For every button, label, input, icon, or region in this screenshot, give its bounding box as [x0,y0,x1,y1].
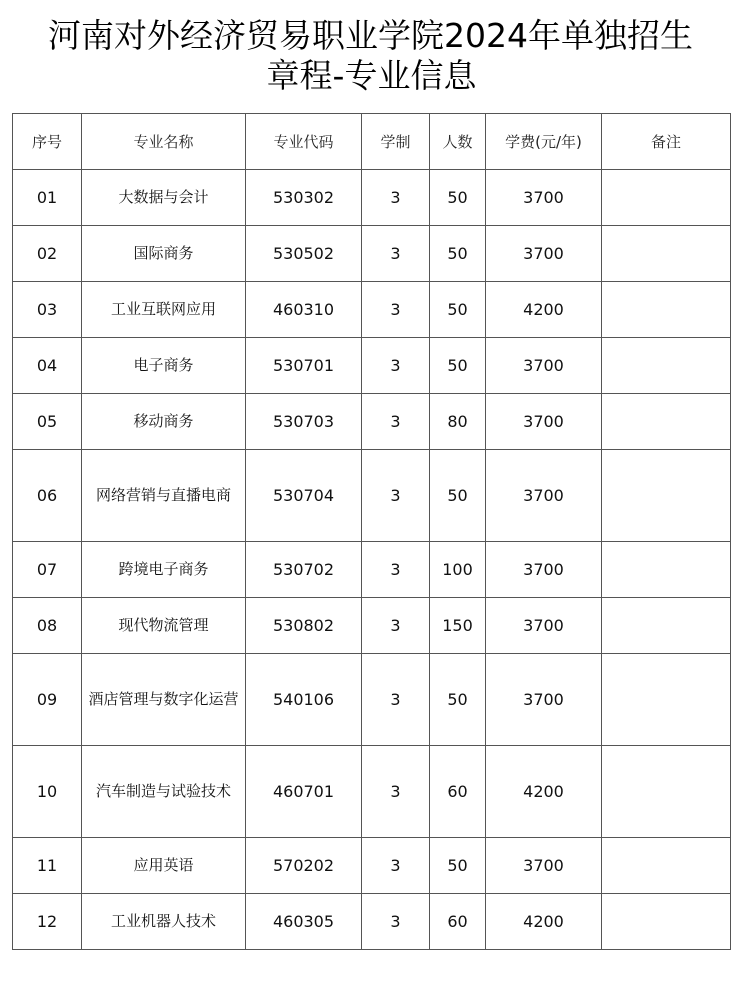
cell-fee: 3700 [486,394,602,450]
table-header-row [13,114,731,170]
cell-code: 530704 [246,450,362,542]
cell-count: 50 [430,654,486,746]
table-row [13,170,731,226]
cell-name: 网络营销与直播电商 [82,450,246,542]
header-count: 人数 [430,114,486,170]
header-name: 专业名称 [82,114,246,170]
cell-name: 酒店管理与数字化运营 [82,654,246,746]
cell-fee: 3700 [486,450,602,542]
cell-note [602,746,731,838]
header-seq: 序号 [13,114,82,170]
cell-years: 3 [362,598,430,654]
cell-code: 540106 [246,654,362,746]
cell-years: 3 [362,226,430,282]
cell-count: 50 [430,338,486,394]
cell-seq: 06 [13,450,82,542]
header-note: 备注 [602,114,731,170]
cell-note [602,394,731,450]
cell-name: 电子商务 [82,338,246,394]
cell-note [602,598,731,654]
cell-count: 80 [430,394,486,450]
cell-code: 570202 [246,838,362,894]
cell-code: 460310 [246,282,362,338]
cell-seq: 11 [13,838,82,894]
cell-fee: 4200 [486,746,602,838]
cell-note [602,894,731,950]
cell-count: 50 [430,282,486,338]
cell-fee: 3700 [486,598,602,654]
cell-name: 国际商务 [82,226,246,282]
cell-seq: 08 [13,598,82,654]
cell-code: 530502 [246,226,362,282]
cell-count: 50 [430,170,486,226]
cell-note [602,654,731,746]
cell-count: 50 [430,450,486,542]
cell-fee: 3700 [486,226,602,282]
cell-name: 移动商务 [82,394,246,450]
cell-years: 3 [362,394,430,450]
cell-note [602,282,731,338]
header-fee: 学费(元/年) [486,114,602,170]
cell-note [602,338,731,394]
cell-count: 60 [430,894,486,950]
table-row [13,598,731,654]
cell-name: 工业互联网应用 [82,282,246,338]
cell-code: 530802 [246,598,362,654]
cell-seq: 04 [13,338,82,394]
header-code: 专业代码 [246,114,362,170]
table-row [13,654,731,746]
cell-years: 3 [362,894,430,950]
cell-name: 现代物流管理 [82,598,246,654]
cell-count: 50 [430,838,486,894]
cell-fee: 4200 [486,894,602,950]
cell-fee: 3700 [486,338,602,394]
cell-name: 汽车制造与试验技术 [82,746,246,838]
table-row [13,394,731,450]
cell-seq: 07 [13,542,82,598]
cell-years: 3 [362,542,430,598]
cell-code: 530703 [246,394,362,450]
cell-years: 3 [362,654,430,746]
cell-count: 100 [430,542,486,598]
cell-count: 60 [430,746,486,838]
cell-seq: 05 [13,394,82,450]
cell-years: 3 [362,838,430,894]
cell-note [602,226,731,282]
cell-code: 530302 [246,170,362,226]
cell-code: 530702 [246,542,362,598]
table-row [13,542,731,598]
page-title [0,16,741,96]
cell-name: 大数据与会计 [82,170,246,226]
page-title-line-2: 章程-专业信息 [266,56,477,95]
cell-seq: 03 [13,282,82,338]
cell-count: 150 [430,598,486,654]
table-row [13,746,731,838]
cell-seq: 02 [13,226,82,282]
cell-years: 3 [362,338,430,394]
cell-fee: 3700 [486,838,602,894]
table-row [13,450,731,542]
cell-years: 3 [362,170,430,226]
cell-code: 460701 [246,746,362,838]
table-row [13,894,731,950]
table-row [13,282,731,338]
cell-name: 跨境电子商务 [82,542,246,598]
cell-count: 50 [430,226,486,282]
cell-seq: 01 [13,170,82,226]
header-years: 学制 [362,114,430,170]
cell-note [602,838,731,894]
cell-seq: 10 [13,746,82,838]
page-title-line-1: 河南对外经济贸易职业学院2024年单独招生 [48,16,693,55]
majors-table [12,113,731,950]
cell-name: 应用英语 [82,838,246,894]
cell-note [602,542,731,598]
table-row [13,338,731,394]
cell-fee: 4200 [486,282,602,338]
cell-code: 530701 [246,338,362,394]
table-row [13,226,731,282]
cell-seq: 09 [13,654,82,746]
cell-fee: 3700 [486,542,602,598]
table-row [13,838,731,894]
cell-years: 3 [362,282,430,338]
cell-seq: 12 [13,894,82,950]
cell-fee: 3700 [486,170,602,226]
cell-note [602,170,731,226]
cell-years: 3 [362,746,430,838]
cell-fee: 3700 [486,654,602,746]
cell-years: 3 [362,450,430,542]
cell-code: 460305 [246,894,362,950]
cell-name: 工业机器人技术 [82,894,246,950]
cell-note [602,450,731,542]
